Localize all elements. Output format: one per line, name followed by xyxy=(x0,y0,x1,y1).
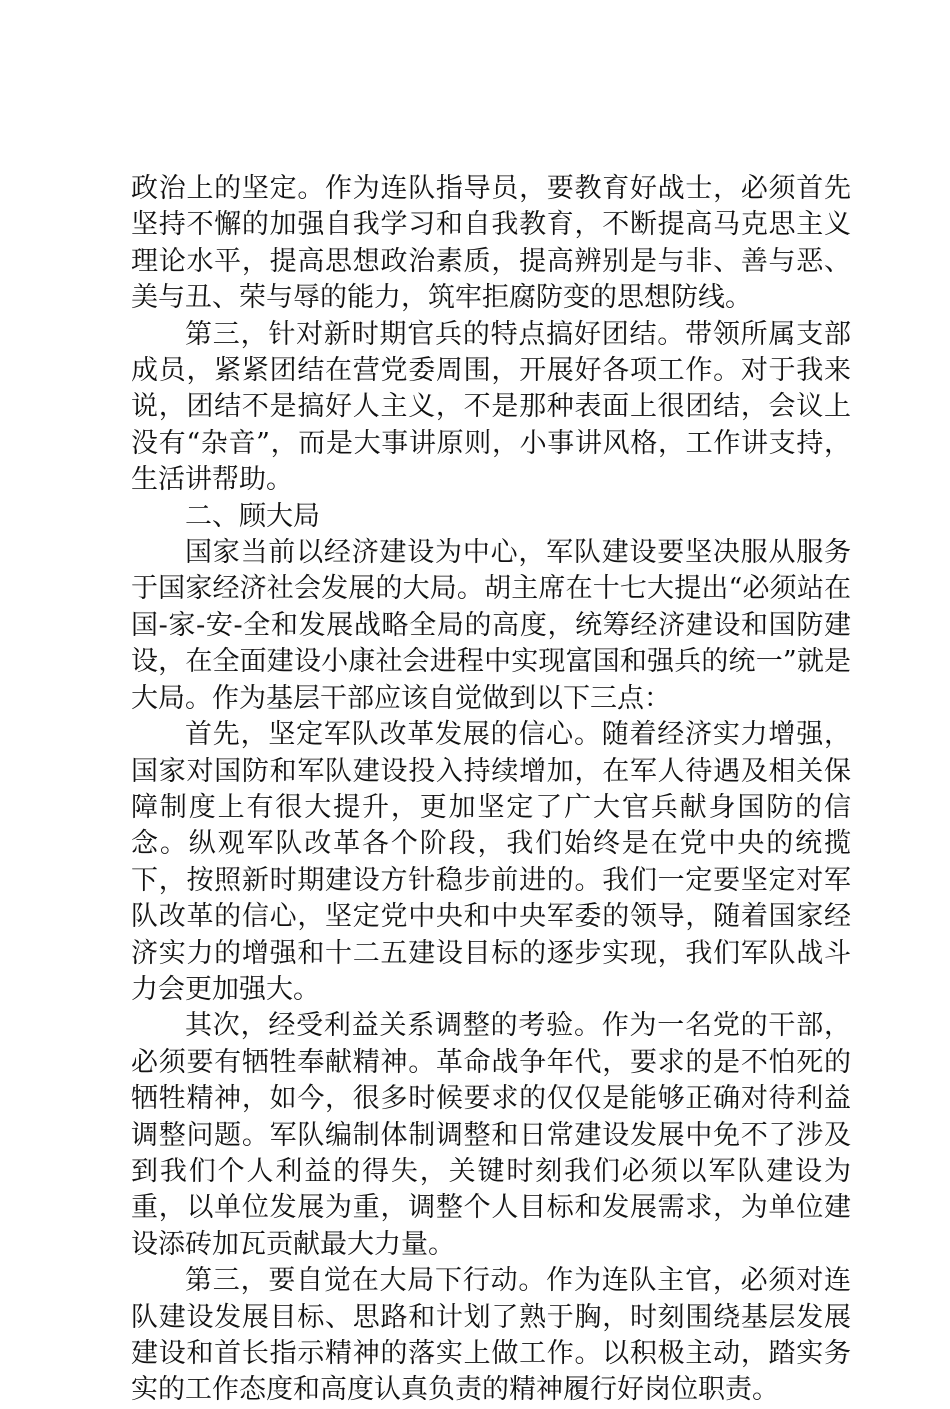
paragraph-reform-confidence: 首先，坚定军队改革发展的信心。随着经济实力增强，国家对国防和军队建设投入持续增加，在军人待遇及相关保障制度上有很大提升，更加坚定了广大官兵献身国防的信念。纵观军队改革各个阶段，我们始终是在党中央的统揽下，按照新时期建设方针稳步前进的。我们一定要坚定对军队改革的信心，坚定党中央和中央军委的领导，随着国家经济实力的增强和十二五建设目标的逐步实现，我们军队战斗力会更加强大。 xyxy=(131,719,851,1005)
paragraph-overall-situation-intro: 国家当前以经济建设为中心，军队建设要坚决服从服务于国家经济社会发展的大局。胡主席在十七大提出“必须站在国-家-安-全和发展战略全局的高度，统筹经济建设和国防建设，在全面建设小康社会进程中实现富国和强兵的统一”就是大局。作为基层干部应该自觉做到以下三点： xyxy=(131,537,851,714)
document-body xyxy=(131,171,851,1409)
paragraph-political-firmness: 政治上的坚定。作为连队指导员，要教育好战士，必须首先坚持不懈的加强自我学习和自我教育，不断提高马克思主义理论水平，提高思想政治素质，提高辨别是与非、善与恶、美与丑、荣与辱的能力，筑牢拒腐防变的思想防线。 xyxy=(131,173,851,314)
paragraph-unity: 第三，针对新时期官兵的特点搞好团结。带领所属支部成员，紧紧团结在营党委周围，开展好各项工作。对于我来说，团结不是搞好人主义，不是那种表面上很团结，会议上没有“杂音”，而是大事讲原则，小事讲风格，工作讲支持，生活讲帮助。 xyxy=(131,318,851,496)
section-heading-overall-situation: 二、顾大局 xyxy=(185,500,320,532)
paragraph-act-under-overall-situation: 第三，要自觉在大局下行动。作为连队主官，必须对连队建设发展目标、思路和计划了熟于胸，时刻围绕基层发展建设和首长指示精神的落实上做工作。以积极主动，踏实务实的工作态度和高度认真负责的精神履行好岗位职责。 xyxy=(131,1265,851,1406)
paragraph-interest-adjustment: 其次，经受利益关系调整的考验。作为一名党的干部，必须要有牺牲奉献精神。革命战争年代，要求的是不怕死的牺牲精神，如今，很多时候要求的仅仅是能够正确对待利益调整问题。军队编制体制调整和日常建设发展中免不了涉及到我们个人利益的得失，关键时刻我们必须以军队建设为重，以单位发展为重，调整个人目标和发展需求，为单位建设添砖加瓦贡献最大力量。 xyxy=(131,1010,851,1260)
